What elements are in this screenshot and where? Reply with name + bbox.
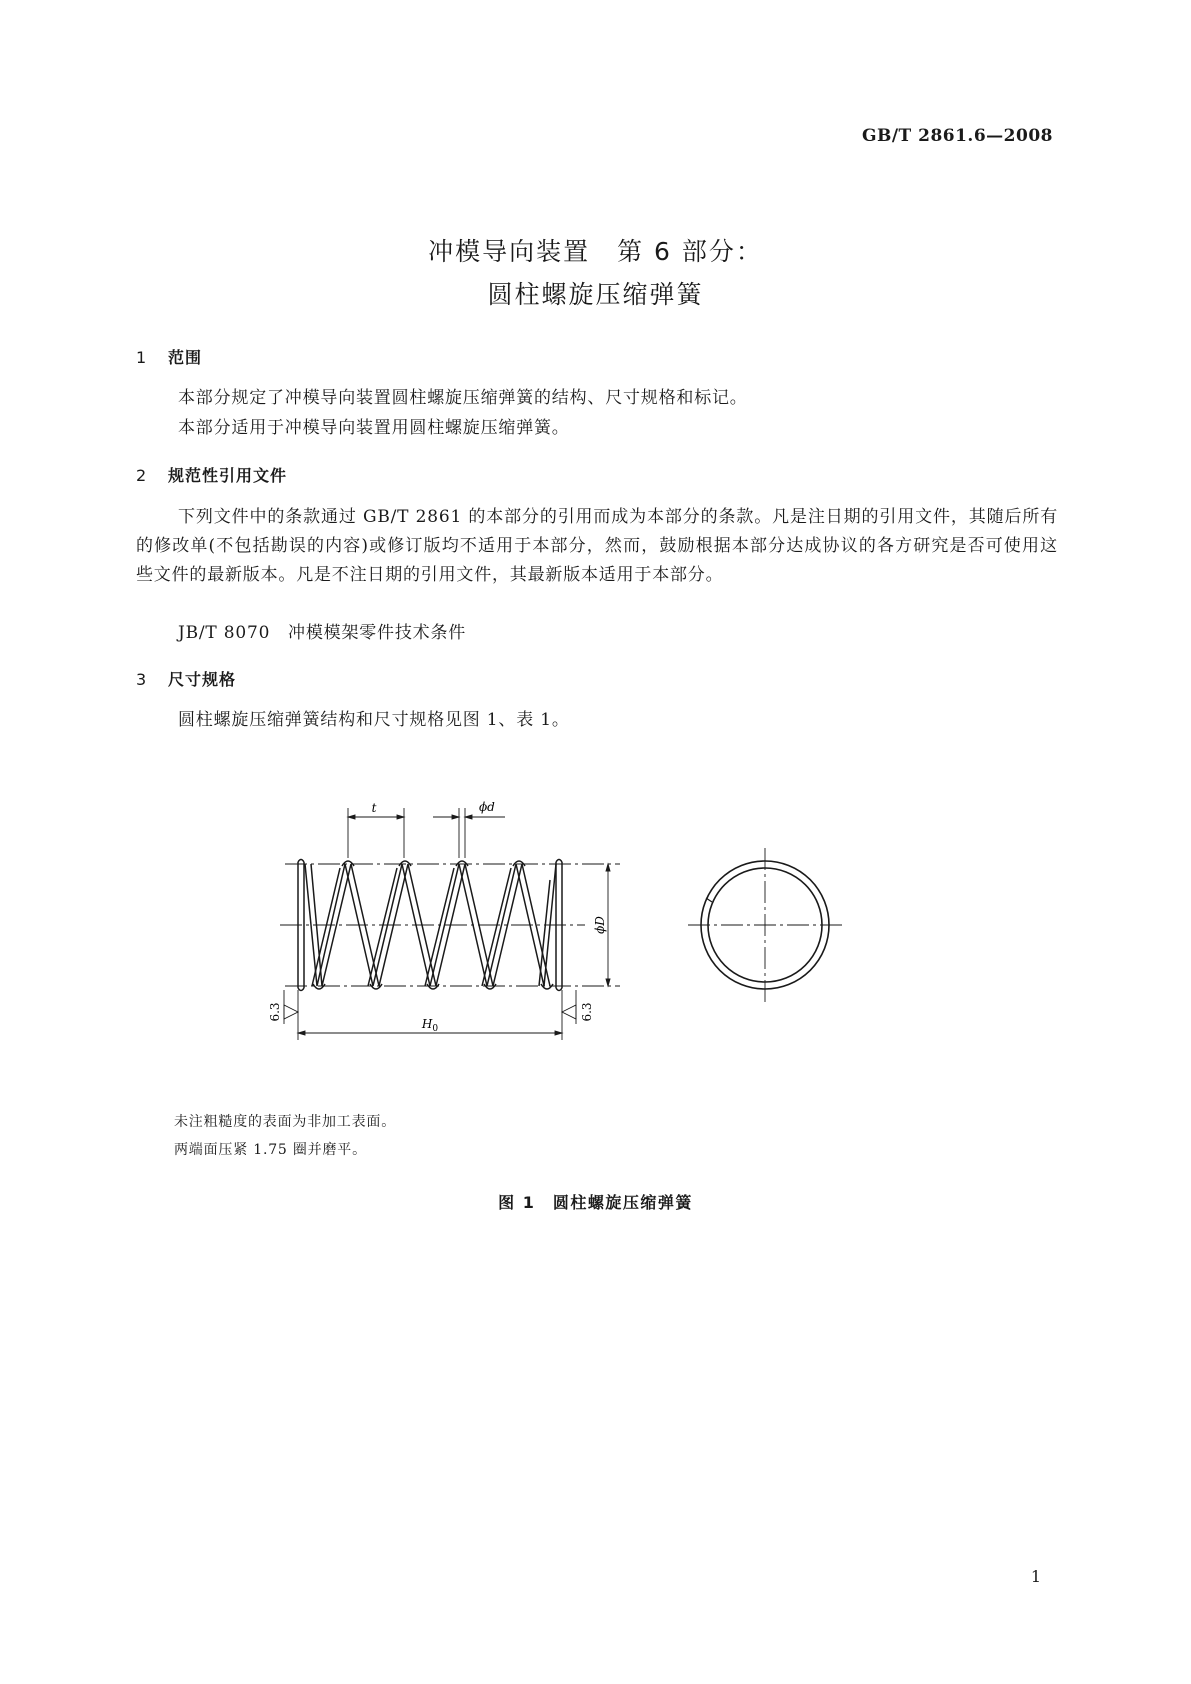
- section-title: 尺寸规格: [168, 670, 237, 689]
- figure-caption: 图 1 圆柱螺旋压缩弹簧: [498, 1193, 693, 1212]
- figure-note-2: 两端面压紧 1.75 圈并磨平。: [174, 1142, 367, 1158]
- roughness-symbol-right: [562, 990, 576, 1024]
- section-title: 范围: [168, 348, 203, 367]
- wire-diameter-label: ϕd: [479, 800, 495, 814]
- free-length-label: $H_0$: [421, 1017, 439, 1034]
- coil-crests-top: [342, 861, 525, 866]
- roughness-value-left: 6.3: [268, 1002, 282, 1022]
- section-title: 规范性引用文件: [168, 466, 288, 485]
- spring-drawing: [0, 780, 1191, 1080]
- figure-note-1: 未注粗糙度的表面为非加工表面。: [174, 1114, 396, 1130]
- pitch-label: t: [371, 801, 377, 815]
- spring-coils-back: [312, 868, 550, 986]
- normative-reference: JB/T 8070 冲模模架零件技术条件: [178, 623, 467, 643]
- section-1-heading: [136, 345, 202, 368]
- spring-end-view: [688, 848, 842, 1002]
- document-title-line1: 冲模导向装置 第 6 部分：: [428, 237, 763, 266]
- roughness-value-right: 6.3: [580, 1002, 594, 1022]
- section-1-paragraph-2: 本部分适用于冲模导向装置用圆柱螺旋压缩弹簧。: [178, 418, 570, 438]
- section-number: 1: [136, 348, 148, 367]
- standard-number: GB/T 2861.6—2008: [861, 126, 1053, 146]
- coil-crests-bottom: [313, 984, 553, 989]
- document-title-line2: 圆柱螺旋压缩弹簧: [487, 280, 704, 309]
- spring-side-view: [280, 860, 620, 991]
- free-length-dimension: [298, 990, 562, 1040]
- section-2-paragraph-1: 下列文件中的条款通过 GB/T 2861 的本部分的引用而成为本部分的条款。凡是注日期的引用文件，其随后所有的修改单(不包括勘误的内容)或修订版均不适用于本部分，然而，鼓励根据本部分达成协议的各方研究是否可使用这些文件的最新版本。凡是不注日期的引用文件，其最新版本适用于本部分。: [136, 507, 1058, 585]
- section-3-paragraph-1: 圆柱螺旋压缩弹簧结构和尺寸规格见图 1、表 1。: [178, 710, 570, 730]
- wire-diameter-dimension: [433, 808, 505, 858]
- section-number: 3: [136, 670, 148, 689]
- section-2-heading: [136, 463, 287, 486]
- pitch-dimension: [348, 808, 404, 858]
- section-3-heading: [136, 667, 236, 690]
- roughness-symbol-left: [284, 990, 298, 1024]
- section-number: 2: [136, 466, 148, 485]
- outer-diameter-label: ϕD: [593, 916, 607, 934]
- section-1-paragraph-1: 本部分规定了冲模导向装置圆柱螺旋压缩弹簧的结构、尺寸规格和标记。: [178, 388, 748, 408]
- page-number: 1: [1030, 1567, 1041, 1586]
